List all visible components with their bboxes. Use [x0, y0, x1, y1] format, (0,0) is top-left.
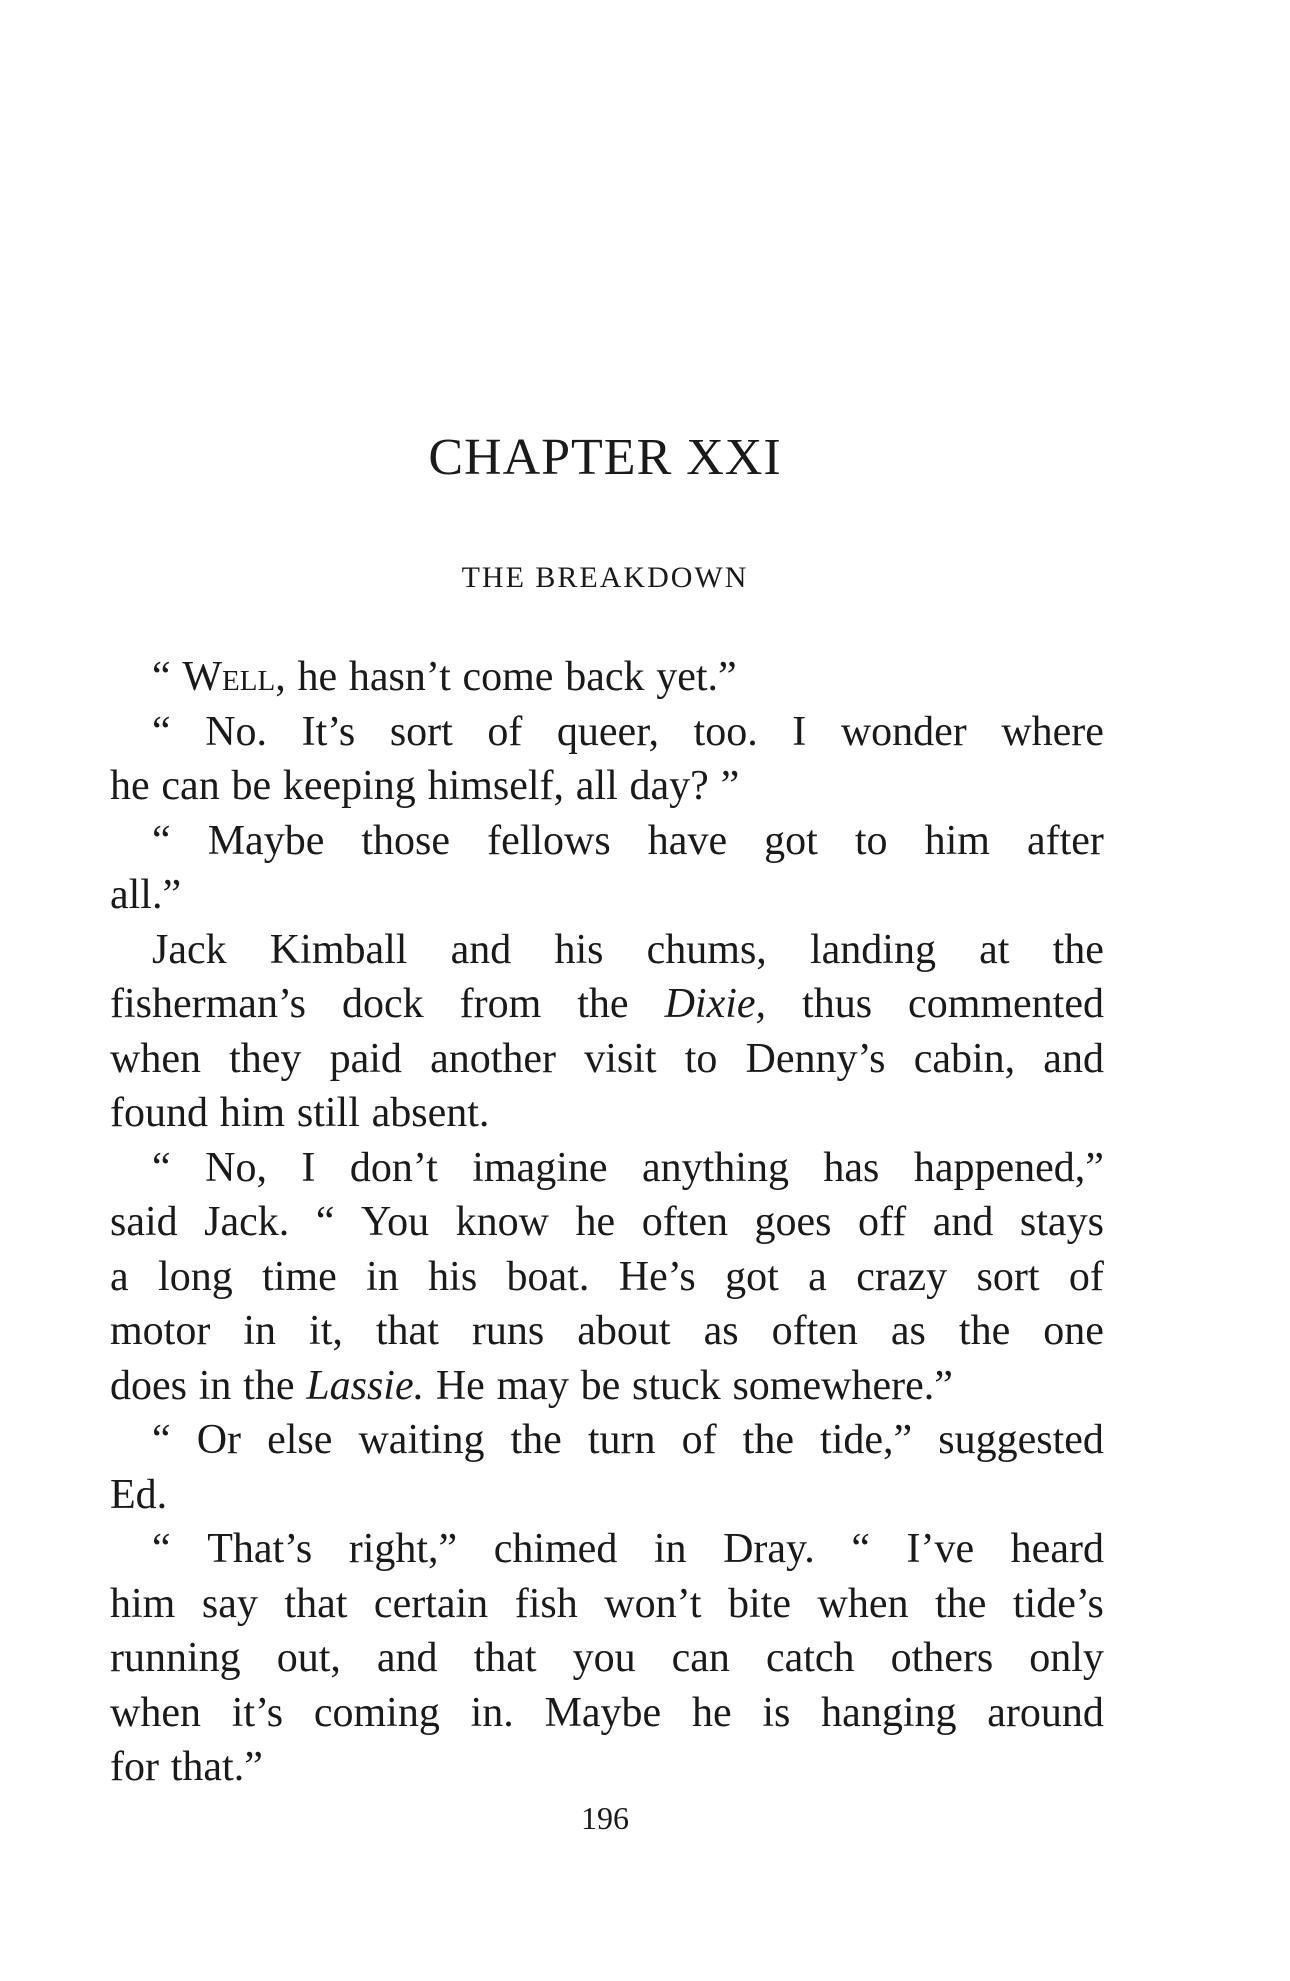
text-line: “ Well, he hasn’t come back yet.”: [152, 654, 737, 700]
text-line: him say that certain fish won’t bite when the tide’s: [110, 1580, 1104, 1627]
text-line: “ Maybe those fellows have got to him after: [152, 817, 1104, 864]
text-line: running out, and that you can catch others only: [110, 1635, 1104, 1681]
text-line: “ No, I don’t imagine anything has happened,”: [152, 1144, 1104, 1191]
text-line: when it’s coming in. Maybe he is hanging around: [110, 1689, 1104, 1736]
text-line: does in the Lassie. He may be stuck somewhere.”: [110, 1362, 953, 1409]
text-line: he can be keeping himself, all day? ”: [110, 763, 740, 809]
text-line: Jack Kimball and his chums, landing at the: [152, 926, 1104, 973]
text-line: Ed.: [110, 1471, 168, 1518]
body-text: [110, 650, 1104, 1795]
chapter-title: CHAPTER XXI: [428, 429, 782, 486]
page-number: 196: [581, 1800, 629, 1836]
text-line: fisherman’s dock from the Dixie, thus commented: [110, 981, 1104, 1027]
text-line: said Jack. “ You know he often goes off and stays: [110, 1199, 1104, 1245]
chapter-subtitle: THE BREAKDOWN: [461, 561, 749, 594]
text-line: “ Or else waiting the turn of the tide,” suggested: [152, 1417, 1104, 1463]
text-line: for that.”: [110, 1744, 263, 1790]
text-line: motor in it, that runs about as often as the one: [110, 1308, 1104, 1354]
text-line: all.”: [110, 872, 182, 918]
text-line: “ That’s right,” chimed in Dray. “ I’ve heard: [152, 1526, 1104, 1572]
text-line: “ No. It’s sort of queer, too. I wonder where: [152, 708, 1104, 755]
text-line: when they paid another visit to Denny’s cabin, and: [110, 1035, 1104, 1082]
text-line: a long time in his boat. He’s got a crazy sort of: [110, 1253, 1104, 1300]
text-line: found him still absent.: [110, 1090, 490, 1136]
